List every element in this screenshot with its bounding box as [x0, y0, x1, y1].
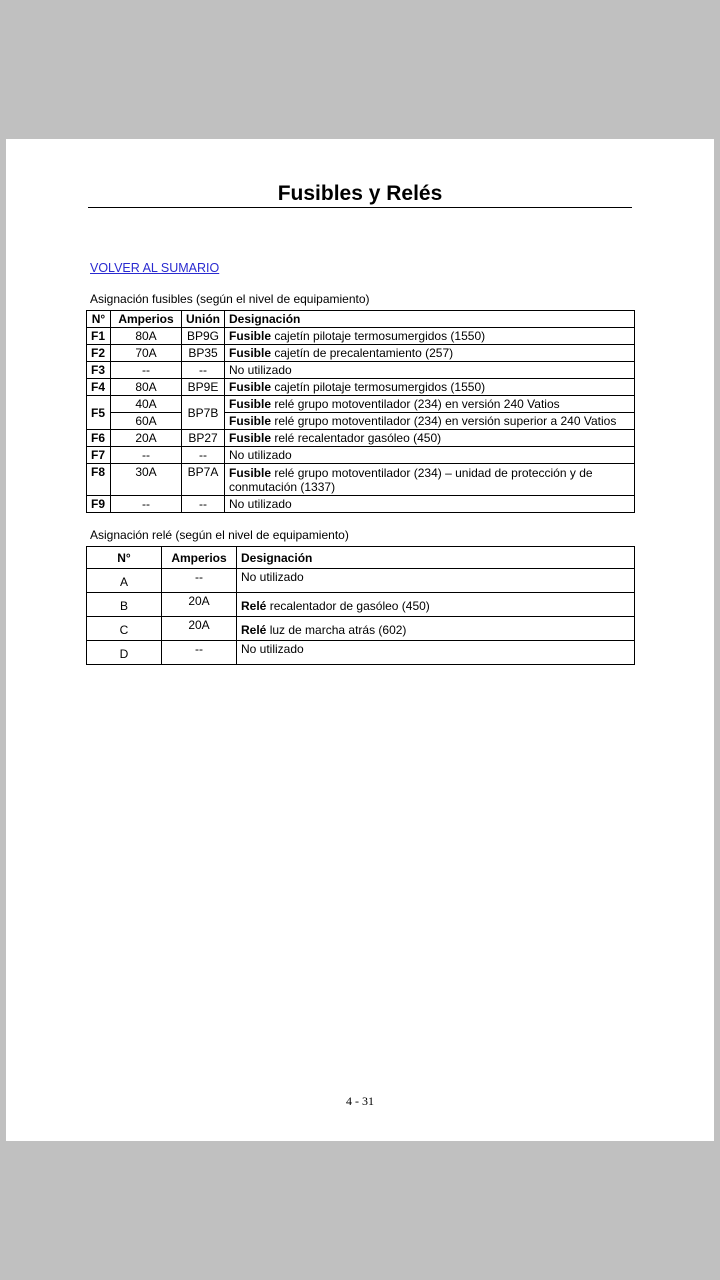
table-row [87, 345, 635, 362]
fuse-num: F9 [87, 496, 111, 513]
relay-table [86, 546, 635, 665]
relay-amp: 20A [162, 617, 237, 641]
fuse-num: F4 [87, 379, 111, 396]
table-row [87, 496, 635, 513]
header-amperes: Amperios [111, 311, 182, 328]
fuse-union: BP7A [182, 464, 225, 496]
table-row [87, 464, 635, 496]
relay-num: D [87, 641, 162, 665]
fuse-union: BP9E [182, 379, 225, 396]
table-row [87, 641, 635, 665]
fuse-union: -- [182, 447, 225, 464]
header-union: Unión [182, 311, 225, 328]
document-page [6, 139, 714, 1141]
relay-amp: -- [162, 641, 237, 665]
fuse-designation: Fusible relé grupo motoventilador (234) en versión 240 Vatios [225, 396, 635, 413]
fuse-num: F7 [87, 447, 111, 464]
fuse-designation: Fusible relé grupo motoventilador (234) – unidad de protección y de conmutación (1337) [225, 464, 635, 496]
fuse-num: F6 [87, 430, 111, 447]
header-designation: Designación [237, 547, 635, 569]
relay-amp: 20A [162, 593, 237, 617]
table-row [87, 617, 635, 641]
table-row [87, 593, 635, 617]
fuse-designation: Fusible relé grupo motoventilador (234) en versión superior a 240 Vatios [225, 413, 635, 430]
fuse-num: F3 [87, 362, 111, 379]
fuse-amp: 20A [111, 430, 182, 447]
relay-amp: -- [162, 569, 237, 593]
fuse-union: BP27 [182, 430, 225, 447]
fuse-designation: No utilizado [225, 447, 635, 464]
table-row [87, 569, 635, 593]
header-designation: Designación [225, 311, 635, 328]
fuse-table-caption: Asignación fusibles (según el nivel de equipamiento) [90, 292, 370, 306]
fuse-amp: -- [111, 447, 182, 464]
fuse-num: F2 [87, 345, 111, 362]
fuse-num: F5 [87, 396, 111, 430]
fuse-union: BP7B [182, 396, 225, 430]
relay-table-caption: Asignación relé (según el nivel de equipamiento) [90, 528, 349, 542]
fuse-header-row [87, 311, 635, 328]
back-to-summary-link[interactable]: VOLVER AL SUMARIO [90, 261, 220, 275]
fuse-union: -- [182, 496, 225, 513]
fuse-union: BP9G [182, 328, 225, 345]
fuse-amp: 40A [111, 396, 182, 413]
page-number: 4 - 31 [346, 1094, 374, 1108]
header-num: N° [87, 311, 111, 328]
fuse-designation: No utilizado [225, 496, 635, 513]
table-row [87, 396, 635, 413]
relay-designation: Relé recalentador de gasóleo (450) [237, 593, 635, 617]
fuse-amp: -- [111, 362, 182, 379]
table-row [87, 328, 635, 345]
page-title: Fusibles y Relés [277, 182, 443, 205]
fuse-amp: 80A [111, 328, 182, 345]
relay-designation: No utilizado [237, 569, 635, 593]
fuse-amp: -- [111, 496, 182, 513]
table-row [87, 413, 635, 430]
fuse-amp: 60A [111, 413, 182, 430]
table-row [87, 430, 635, 447]
table-row [87, 362, 635, 379]
fuse-num: F1 [87, 328, 111, 345]
fuse-union: BP35 [182, 345, 225, 362]
fuse-designation: Fusible cajetín pilotaje termosumergidos (1550) [225, 379, 635, 396]
title-underline [88, 207, 632, 208]
relay-num: C [87, 617, 162, 641]
table-row [87, 379, 635, 396]
relay-header-row [87, 547, 635, 569]
fuse-designation: Fusible cajetín pilotaje termosumergidos (1550) [225, 328, 635, 345]
fuse-amp: 70A [111, 345, 182, 362]
fuse-num: F8 [87, 464, 111, 496]
fuse-designation: Fusible cajetín de precalentamiento (257) [225, 345, 635, 362]
fuse-amp: 30A [111, 464, 182, 496]
table-row [87, 447, 635, 464]
fuse-table [86, 310, 635, 513]
fuse-designation: Fusible relé recalentador gasóleo (450) [225, 430, 635, 447]
header-num: N° [87, 547, 162, 569]
relay-designation: No utilizado [237, 641, 635, 665]
relay-num: A [87, 569, 162, 593]
relay-designation: Relé luz de marcha atrás (602) [237, 617, 635, 641]
header-amperes: Amperios [162, 547, 237, 569]
relay-num: B [87, 593, 162, 617]
fuse-amp: 80A [111, 379, 182, 396]
fuse-union: -- [182, 362, 225, 379]
fuse-designation: No utilizado [225, 362, 635, 379]
